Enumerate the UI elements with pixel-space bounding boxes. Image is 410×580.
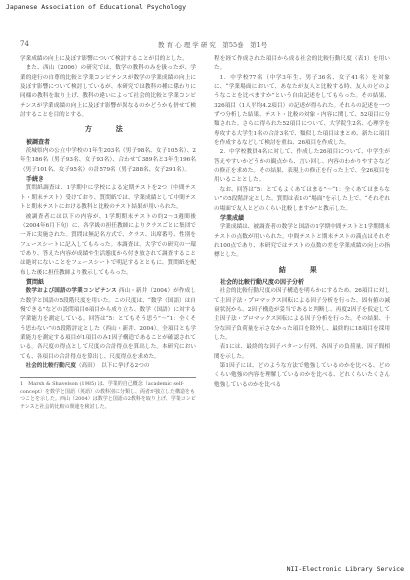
run-in-heading: 社会的比較行動尺度 bbox=[25, 363, 76, 369]
paragraph: 表1には、最終的な因子パターン行列、各因子の負荷量、因子間相関を示した。 bbox=[214, 344, 390, 360]
run-in-heading: 数学および国語の学業コンピテンス bbox=[25, 288, 117, 295]
section-heading-results: 結 果 bbox=[278, 264, 326, 274]
footnote: 1 Marsh & Shavelson (1985) は、学業的自己概念（academic self-concept）を数学と国語（英語）の教科別に分類し、両者が独立した構造をもつことを示した。西山（2004）は数学と国語の2教科を取り上げ、学業コンピテンスと社会的比較の関連を検討した。 bbox=[20, 377, 196, 411]
paragraph: 程を経て作成された項目から成る社会的比較行動尺度（表1）を用いた。 bbox=[214, 56, 390, 72]
subheading-achievement: 学業成績 bbox=[220, 214, 245, 222]
paragraph: 第1因子には、どのような方法で勉強しているのかを比べる、どのくらい勉強の内容を理解しているのかを比べる、どれくらいたくさん勉強しているのかを比べる bbox=[214, 363, 390, 388]
footer-service: NII-Electronic Library Service bbox=[286, 565, 404, 573]
paragraph: なお、回答は“5：とてもよくあてはまる”～“1：全くあてはまらない”の5段階評定とした。質問は表1の“場面”を示した上で、“それぞれの場面で友人とどのくらい比較しますか”と教示した。 bbox=[214, 186, 390, 212]
paragraph: 西山・新井（2004）が作成した数学と国語の5段階尺度を用いた。この尺度は、“数学（国語）は自慢できる”などの設問項目6項目から成り立ち、数学（国語）に対する学業能力を測定している。回答は“5：とてもそう思う”～“1：全くそう思わない”の5段階評定とした（西山・新井、2004）。全項目とも学業能力を測定する項目が1項目のみ1因子構造であることが確認されている。各尺度の得点として尺度の合計得点を算出した。本研究においても、各項目の合計得点を算出し、尺度得点を求めた。 bbox=[20, 288, 196, 360]
subheading-factor-analysis: 社会的比較行動尺度の因子分析 bbox=[220, 278, 305, 286]
paragraph: 茨城県内の公立中学校の1年生203名（男子98名、女子105名）、2年生186名（男子93名、女子93名）、合わせて389名と3年生196名（男子101名、女子95名）の計579名（男子288名、女子291名）。 bbox=[20, 148, 196, 173]
subheading-procedure: 手続き bbox=[26, 176, 45, 184]
running-head: 教 育 心 理 学 研 究 第55巻 第1号 bbox=[158, 41, 268, 49]
subheading-participants: 被調査者 bbox=[26, 138, 51, 146]
paragraph: 学業成績の向上に及ぼす影響について検討することが目的とした。 bbox=[20, 56, 188, 62]
paragraph: （高田） 以下に挙げる2つの bbox=[75, 363, 150, 369]
page-number: 74 bbox=[20, 40, 29, 48]
left-column bbox=[20, 55, 196, 411]
paragraph: 質問紙調査は、1学期中に学校による定期テストを2つ（中間テスト・期末テスト）受けており、質問紙では、学業成績として中間テストと期末テストにおける教科と比較のテスト結果が用いられた。 bbox=[20, 185, 196, 211]
paragraph: 学業成績は、被調査者の数学と国語の1学期中間テストと1学期期末テストの点数が用いられた。中間テストと期末テストの満点はそれぞれ100点であり、本研究ではテストの点数の差を学業成績の向上の指標とした。 bbox=[214, 224, 390, 259]
section-heading-method: 方 法 bbox=[84, 124, 132, 134]
right-column bbox=[214, 55, 390, 390]
paragraph: 被調査者には以下の内容が、1学期期末テストの約2～3週間後（2004年6月下旬）に、各学級の担任教師によりクラスごとに集団で一斉に実施された。質問は無記名方式で、クラス、出席番号、性別をフェースシートに記入してもらった。本調査は、大学での研究の一環であり、答えた内容が成績や生活態度から付き放されて調査することは絶対にないことをフェースシートで明記するとともに、質問紙を配布した後に担任教師より教示してもらった。 bbox=[20, 213, 196, 276]
journal-header: Japanese Association of Educational Psychology bbox=[6, 3, 187, 11]
paragraph: 社会的比較行動尺度の因子構造を明らかにするため、26項目に対して主因子法・プロマックス回転による因子分析を行った。固有値の減衰状況から、2因子構造が妥当であると判断し、再度2因子を仮定して主因子法・プロマックス回転による因子分析を行った。その結果、十分な因子負荷量を示さなかった項目を除外し、最終的に18項目を採用した。 bbox=[214, 288, 390, 341]
paragraph: 1．中学校77名（中学3年生、男子36名、女子41名）を対象に、“学業場面において、あなたが友人と比較する時、友人のどのようなことを比べますか”という自由記述をしてもらった。その結果、326項目（1人平均4.2項目）の記述が得られた。それらの記述を一つずつ分析した結果、テスト・比較の対象・内容に関して、52項目に分類された。さらに得られた52項目について、大学院生2名、心理学を専攻する大学生1名の合計3名で、類似した項目はまとめ、新たに項目を作成するなどして検討を重ね、26項目を作成した。 bbox=[214, 74, 390, 147]
subheading-questionnaire: 質問紙 bbox=[26, 278, 45, 286]
paragraph: 2．中学校教員4名に対して、作成した26項目について、中学生が答えやすいかどうかの観点から、言い回し、内容のわかりやすさなどの修正を求めた。その結果、表現上の修正を行った上で、全26項目を用いることとした。 bbox=[214, 149, 390, 184]
paragraph: また、西山（2006）の研究では、数学の教科のみを扱ったが、学業的達行の自尊的比較と学業コンピテンスが数学の学業成績の向上に及ぼす影響について検討しているが、本研究では教科の種に係わりに同様の教科を取り上げ、教科の違いによって社会的比較と学業コンピテンスが学業成績の向上に及ぼす影響が異なるのかどうかも併せて検討することを目的とする。 bbox=[20, 65, 196, 119]
